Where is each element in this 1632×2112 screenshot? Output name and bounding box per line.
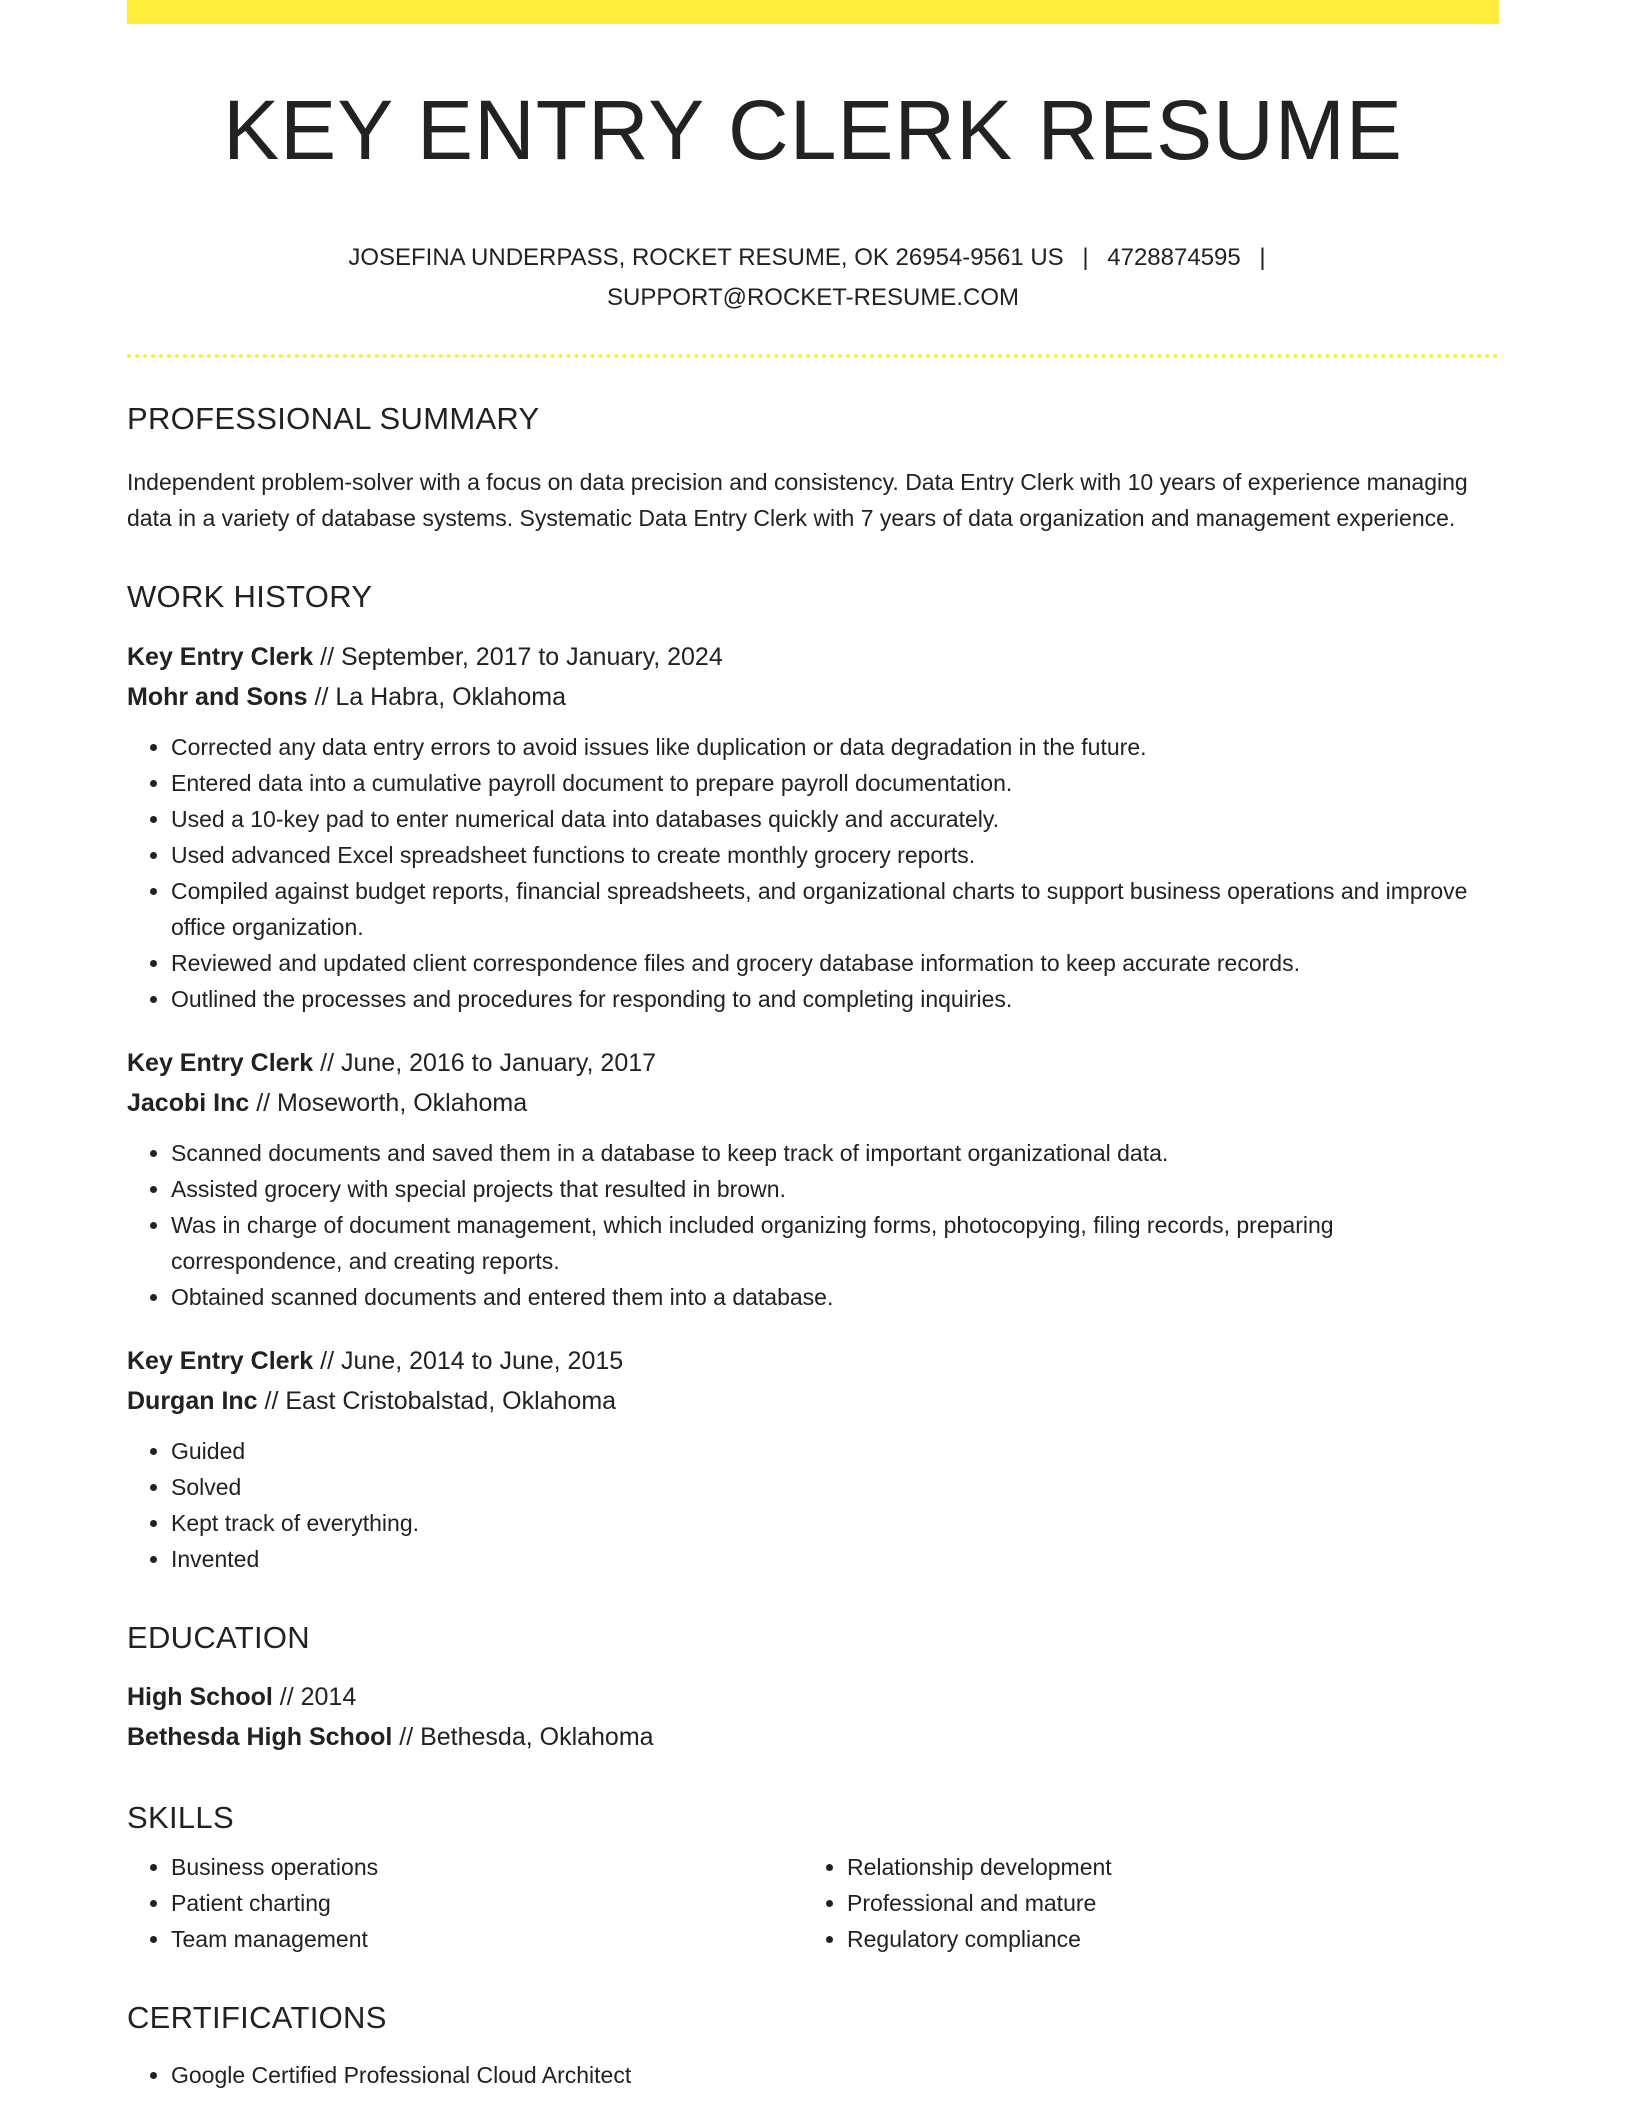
list-item: • Used advanced Excel spreadsheet functions to create monthly grocery reports. <box>171 837 1499 873</box>
list-item: • Relationship development <box>847 1849 1479 1885</box>
education-degree-line <box>127 1677 1499 1717</box>
skills-column-right <box>803 1849 1479 1957</box>
list-item: • Guided <box>171 1433 1499 1469</box>
skills-heading: SKILLS <box>127 1799 234 1835</box>
job-entry <box>127 1341 1499 1577</box>
job-company-line <box>127 677 1499 717</box>
list-item: • Assisted grocery with special projects that resulted in brown. <box>171 1171 1499 1207</box>
list-item: • Used a 10-key pad to enter numerical data into databases quickly and accurately. <box>171 801 1499 837</box>
summary-heading: PROFESSIONAL SUMMARY <box>127 401 540 437</box>
job-dates: // June, 2014 to June, 2015 <box>313 1346 624 1375</box>
list-item: • Solved <box>171 1469 1499 1505</box>
list-item: • Professional and mature <box>847 1885 1479 1921</box>
list-item: • Was in charge of document management, which included organizing forms, photocopying, filing records, preparing correspondence, and creating reports. <box>171 1207 1499 1279</box>
work-history-heading: WORK HISTORY <box>127 579 373 615</box>
job-company-line <box>127 1381 1499 1421</box>
job-dates: // September, 2017 to January, 2024 <box>313 642 723 671</box>
list-item: • Kept track of everything. <box>171 1505 1499 1541</box>
education-entry <box>127 1677 1499 1757</box>
job-entry <box>127 1043 1499 1315</box>
summary-text: Independent problem-solver with a focus on data precision and consistency. Data Entry Clerk with 10 years of experience managing data in a variety of database systems. Systematic Data Entry Clerk with 7 years of data organization and management experience. <box>127 469 1468 532</box>
list-item: • Google Certified Professional Cloud Architect <box>171 2057 1499 2093</box>
list-item: • Obtained scanned documents and entered them into a database. <box>171 1279 1499 1315</box>
contact-phone: 4728874595 <box>1107 244 1241 272</box>
job-dates: // June, 2016 to January, 2017 <box>313 1048 657 1077</box>
contact-separator: | <box>1082 244 1089 272</box>
job-bullets <box>127 1135 1499 1315</box>
skills-column-left <box>127 1849 803 1957</box>
job-location: // East Cristobalstad, Oklahoma <box>257 1386 617 1415</box>
education-school: Bethesda High School <box>127 1722 393 1751</box>
list-item: • Reviewed and updated client correspondence files and grocery database information to keep accurate records. <box>171 945 1499 981</box>
resume-title: KEY ENTRY CLERK RESUME <box>223 83 1403 177</box>
dotted-divider <box>127 354 1499 358</box>
education-heading: EDUCATION <box>127 1619 310 1655</box>
job-title-line <box>127 637 1499 677</box>
contact-email: SUPPORT@ROCKET-RESUME.COM <box>607 284 1019 312</box>
certifications-heading: CERTIFICATIONS <box>127 1999 387 2035</box>
job-title: Key Entry Clerk <box>127 1048 314 1077</box>
job-title-line <box>127 1341 1499 1381</box>
list-item: • Compiled against budget reports, financial spreadsheets, and organizational charts to support business operations and improve office organization. <box>171 873 1499 945</box>
list-item: • Scanned documents and saved them in a database to keep track of important organizational data. <box>171 1135 1499 1171</box>
list-item: • Outlined the processes and procedures for responding to and completing inquiries. <box>171 981 1499 1017</box>
contact-info <box>313 238 1313 318</box>
education-school-line <box>127 1717 1499 1757</box>
list-item: • Regulatory compliance <box>847 1921 1479 1957</box>
job-company-line <box>127 1083 1499 1123</box>
job-company: Durgan Inc <box>127 1386 258 1415</box>
list-item: • Business operations <box>171 1849 803 1885</box>
list-item: • Invented <box>171 1541 1499 1577</box>
job-location: // Moseworth, Oklahoma <box>249 1088 528 1117</box>
job-title: Key Entry Clerk <box>127 642 314 671</box>
job-title: Key Entry Clerk <box>127 1346 314 1375</box>
job-location: // La Habra, Oklahoma <box>307 682 567 711</box>
list-item: • Team management <box>171 1921 803 1957</box>
education-year: // 2014 <box>272 1682 357 1711</box>
job-company: Mohr and Sons <box>127 682 308 711</box>
list-item: • Patient charting <box>171 1885 803 1921</box>
job-company: Jacobi Inc <box>127 1088 250 1117</box>
contact-address: JOSEFINA UNDERPASS, ROCKET RESUME, OK 26954-9561 US <box>348 244 1064 272</box>
education-location: // Bethesda, Oklahoma <box>392 1722 654 1751</box>
contact-separator: | <box>1259 244 1266 272</box>
job-bullets <box>127 1433 1499 1577</box>
job-entry <box>127 637 1499 1017</box>
list-item: • Entered data into a cumulative payroll document to prepare payroll documentation. <box>171 765 1499 801</box>
certifications-list <box>127 2057 1499 2093</box>
job-bullets <box>127 729 1499 1017</box>
top-accent-bar <box>127 0 1499 24</box>
skills-list <box>127 1849 1499 1957</box>
education-degree: High School <box>127 1682 273 1711</box>
list-item: • Corrected any data entry errors to avoid issues like duplication or data degradation in the future. <box>171 729 1499 765</box>
job-title-line <box>127 1043 1499 1083</box>
resume-content <box>127 24 1499 2093</box>
